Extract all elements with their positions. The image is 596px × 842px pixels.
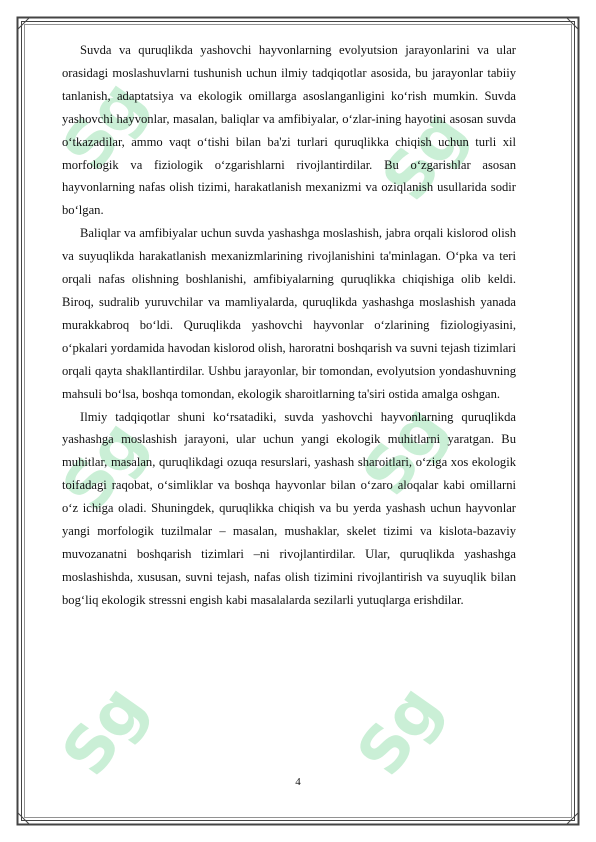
paragraph: Baliqlar va amfibiyalar uchun suvda yashashga moslashish, jabra orqali kislorod olish va suyuqlikda harakatlanish mexanizmlarining rivojlanishini ta'minlagan. O‘pka va teri orqali nafas olishning boshlanishi, amfibiyalarning quruqlikka chiqishiga olib keldi. Biroq, sudralib yuruvchilar va mamliyalarda, quruqlikda yashashga moslashish yanada murakkabroq bo‘ldi. Quruqlikda yashovchi hayvonlar o‘zlarining fiziologiyasini, o‘pkalari yordamida havodan kislorod olish, haroratni boshqarish va suvni tejash tizimlari orqali qayta shakllantirdilar. Ushbu jarayonlar, bir tomondan, evolyutsion yondashuvning mahsuli bo‘lsa, boshqa tomondan, ekologik sharoitlarning ta'siri ostida amalga oshgan. [62,226,516,401]
watermark-logo: Sg [48,409,160,525]
page-number: 4 [295,776,301,788]
watermark-logo: Sg [348,394,460,510]
watermark-logo: Sg [368,99,480,215]
watermark-logo: Sg [48,69,160,185]
paragraph: Suvda va quruqlikda yashovchi hayvonlarning evolyutsion jarayonlarini va ular orasidagi moslashuvlarni tushunish uchun ilmiy tadqiqotlar asosida, bu jarayonlar tabiiy tanlanish, adaptatsiya va ekologik omillarga asoslanganligini ko‘rish mumkin. Suvda yashovchi hayvonlar, masalan, baliqlar va amfibiyalar, o‘zlar-ining hayotini asosan suvda o‘tkazadilar, ammo vaqt o‘tishi bilan ba'zi turlari quruqlikka chiqish uchun turli xil morfologik va fiziologik o‘zgarishlarni rivojlantirdilar. Bu o‘zgarishlar asosan hayvonlarning nafas olish tizimi, harakatlanish mexanizmi va oziqlanish usullarida sodir bo‘lgan. [62,43,516,218]
paragraph: Ilmiy tadqiqotlar shuni ko‘rsatadiki, suvda yashovchi hayvonlarning quruqlikda yashashga moslashish jarayoni, ular uchun yangi ekologik muhitlarni yaratgan. Bu muhitlar, masalan, quruqlikdagi ozuqa resurslari, yashash sharoitlari, o‘ziga xos ekologik toifadagi raqobat, o‘simliklar va boshqa hayvonlar bilan o‘zaro aloqalar kabi omillarni o‘z ichiga oladi. Shuningdek, quruqlikka chiqish va bu yerda yashash uchun hayvonlar yangi morfologik tuzilmalar – masalan, mushaklar, skelet tizimi va kislota-bazaviy muvozanatni boshqarish tizimlari –ni rivojlantirdilar. Ular, quruqlikda yashashga moslashishda, xususan, suvni tejash, nafas olish tizimini rivojlantirish va suyuqlik bilan bog‘liq ekologik stressni engish kabi masalalarda sezilarli yutuqlarga erishdilar. [62,409,516,607]
document-body [62,39,516,612]
watermark-logo: Sg [343,674,455,790]
watermark-logo: Sg [48,674,160,790]
